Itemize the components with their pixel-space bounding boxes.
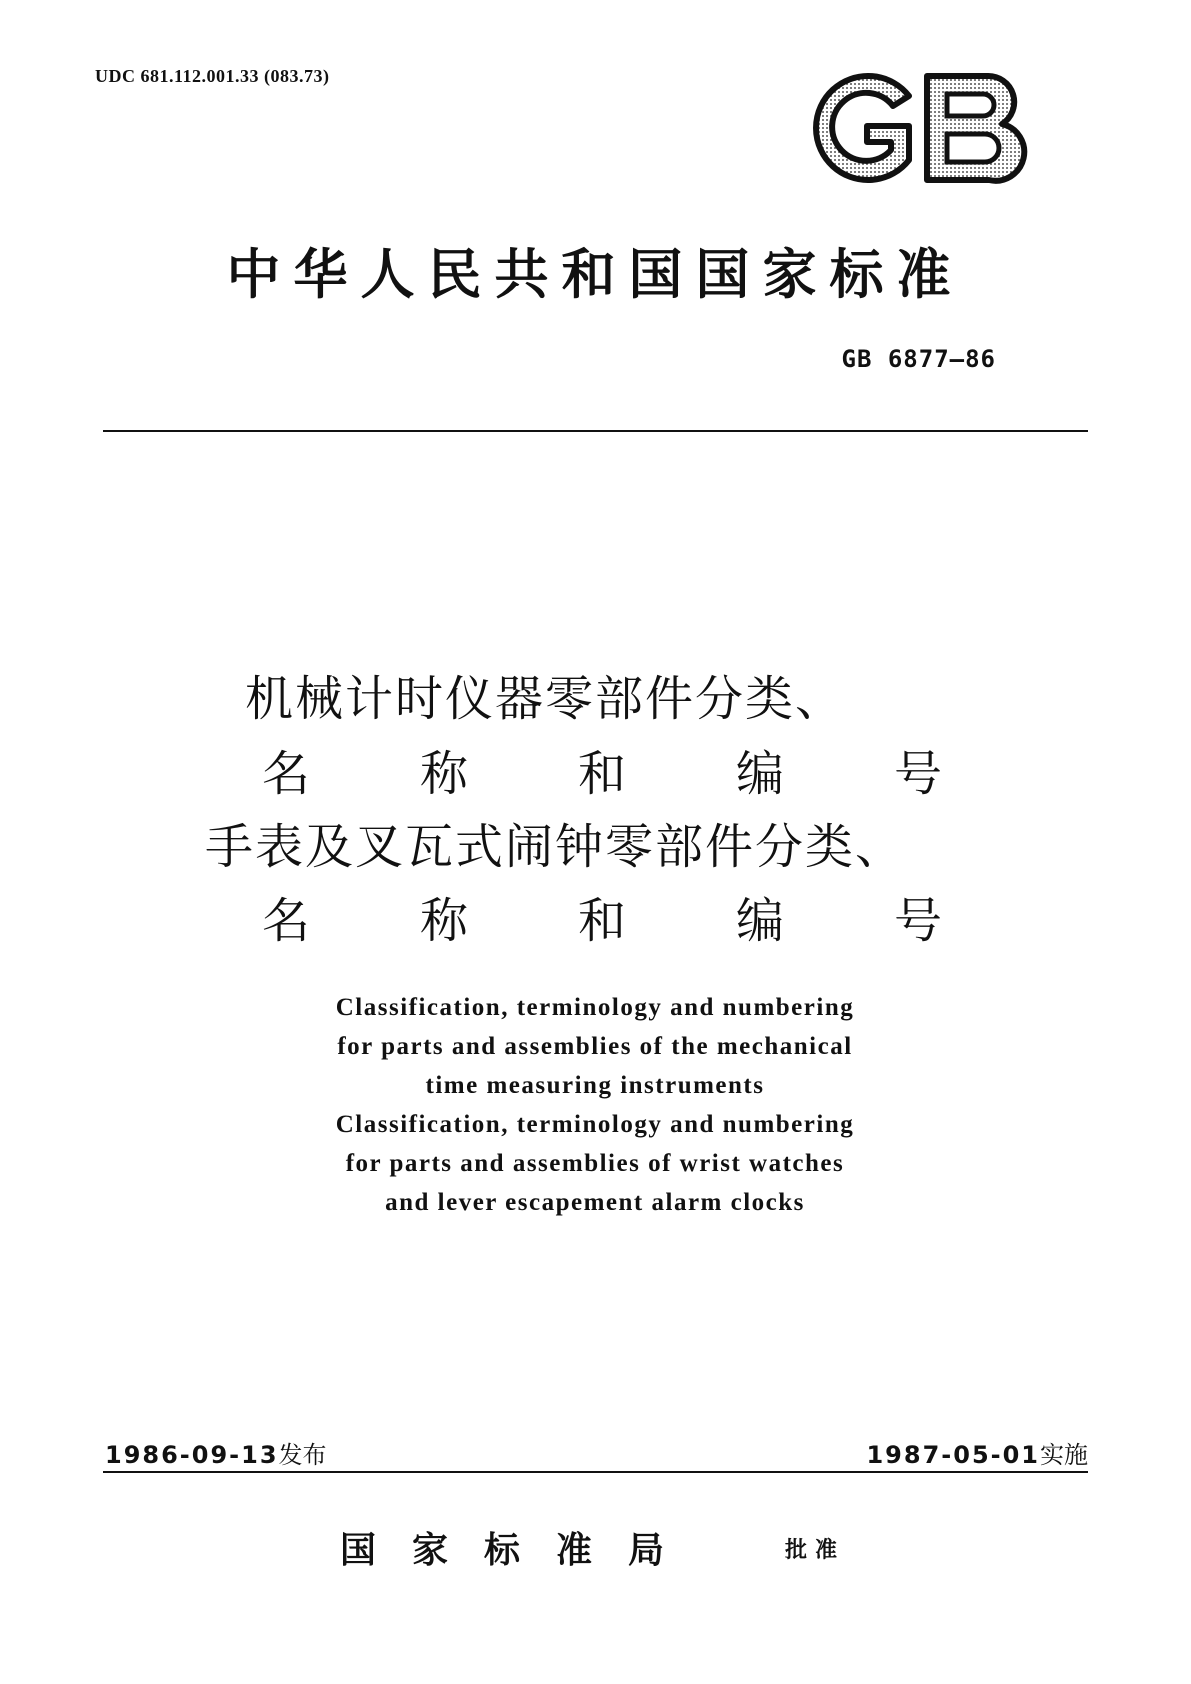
chinese-title-line-4 — [262, 882, 942, 951]
chinese-title-line-1: 机械计时仪器零部件分类、 — [245, 671, 846, 727]
issue-date-label: 发布 — [278, 1441, 327, 1469]
title-char: 称 — [419, 893, 468, 949]
chinese-title-line-2 — [262, 735, 942, 804]
english-title-line: time measuring instruments — [425, 1072, 765, 1099]
divider-bottom — [103, 1471, 1088, 1473]
title-char: 和 — [577, 893, 626, 949]
english-title-line: and lever escapement alarm clocks — [385, 1189, 805, 1216]
issue-date — [105, 1435, 327, 1470]
implementation-date — [866, 1435, 1088, 1470]
issue-date-value: 1986-09-13 — [105, 1441, 279, 1469]
english-title-line: for parts and assemblies of wrist watches — [345, 1150, 845, 1177]
approval-label: 批准 — [785, 1538, 846, 1563]
english-title-line: Classification, terminology and numbering — [335, 1111, 855, 1138]
english-title-line: for parts and assemblies of the mechanical — [337, 1033, 853, 1060]
standard-number: GB 6877—86 — [841, 345, 996, 373]
gb-logo — [797, 66, 1031, 190]
title-char: 编 — [735, 746, 784, 802]
title-char: 称 — [419, 746, 468, 802]
implementation-date-label: 实施 — [1040, 1441, 1088, 1469]
title-char: 编 — [735, 893, 784, 949]
implementation-date-value: 1987-05-01 — [866, 1441, 1040, 1469]
english-title-line: Classification, terminology and numbering — [335, 994, 855, 1021]
title-char: 名 — [262, 893, 311, 949]
udc-code: UDC 681.112.001.33 (083.73) — [95, 66, 330, 86]
title-char: 和 — [577, 746, 626, 802]
chinese-title-line-3: 手表及叉瓦式闹钟零部件分类、 — [205, 819, 906, 875]
divider-top — [103, 430, 1088, 432]
english-title-block-2 — [195, 1105, 995, 1222]
national-standard-title: 中华人民共和国国家标准 — [226, 243, 964, 306]
issuing-authority: 国家标准局 — [340, 1530, 701, 1571]
english-title-block-1 — [195, 988, 995, 1105]
title-char: 名 — [262, 746, 311, 802]
title-char: 号 — [893, 746, 942, 802]
title-char: 号 — [893, 893, 942, 949]
